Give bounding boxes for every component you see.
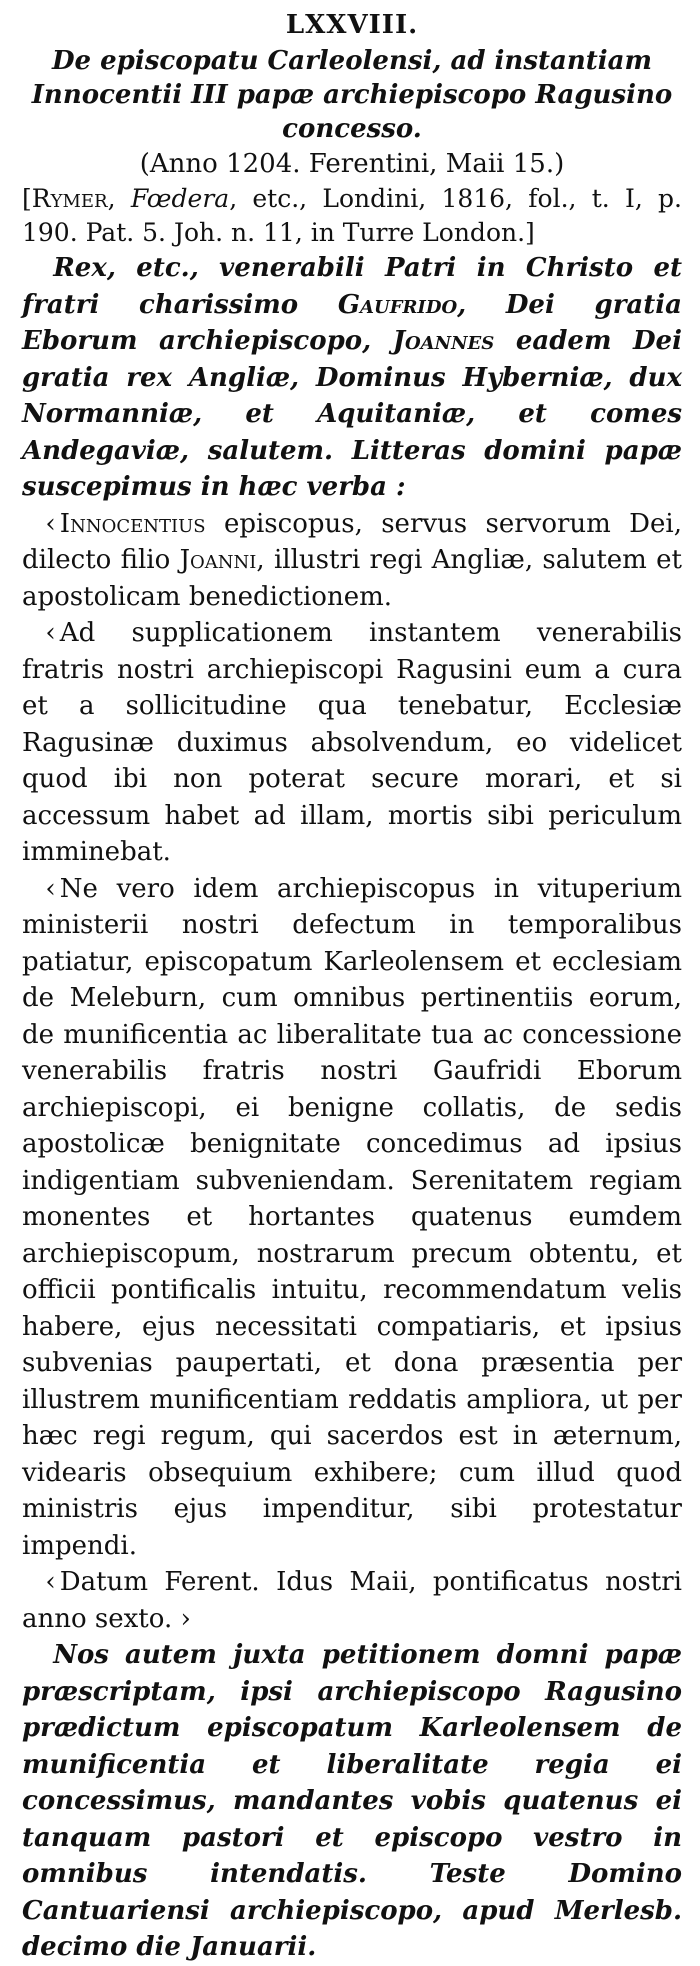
letter-paragraph-4 (22, 1564, 682, 1637)
intro-name-gaufrido: Gaufrido (337, 289, 458, 320)
source-work: Fœdera (130, 184, 230, 213)
letter-name-innocentius: Innocentius (59, 508, 206, 539)
source-author: Rymer (31, 184, 108, 213)
source-citation (22, 182, 682, 250)
intro-part-2: , Dei gratia Eborum archiepiscopo, (22, 289, 682, 356)
intro-part-3: eadem Dei gratia rex Angliæ, Dominus Hyberniæ, dux Normanniæ, et Aquitaniæ, et comes Andegaviæ, salutem. Litteras domini papæ suscepimus in hæc verba : (22, 326, 682, 502)
letter-p4-text: Datum Ferent. Idus Maii, pontificatus nostri anno sexto. › (22, 1567, 682, 1634)
document-title: De episcopatu Carleolensi, ad instantiam Innocentii III papæ archiepiscopo Ragusino concesso. (31, 46, 673, 144)
intro-name-joannes: Joannes (392, 326, 495, 356)
source-details: , etc., Londini, 1816, fol., t. I, p. 190. Pat. 5. Joh. n. 11, in Turre London. (22, 184, 682, 247)
source-separator: , (107, 184, 131, 213)
letter-name-joanni: Joanni (179, 545, 257, 575)
letter-p1-part-1: episcopus, servus servorum Dei, dilecto filio (22, 508, 682, 575)
letter-paragraph-1 (22, 506, 682, 616)
source-close-bracket: ] (525, 218, 535, 247)
quote-mark: ‹ (45, 1567, 56, 1597)
closing-paragraph: Nos autem juxta petitionem domni papæ præscriptam, ipsi archiepiscopo Ragusino prædictum episcopatum Karleolensem de munificentia et liberalitate regia ei concessimus, mandantes vobis quatenus ei tanquam pastori et episcopo vestro in omnibus intendatis. Teste Domino Cantuariensi archiepiscopo, apud Merlesb. decimo die Januarii. (22, 1640, 682, 1962)
quote-mark: ‹ (45, 618, 56, 648)
source-open-bracket: [ (22, 184, 32, 213)
letter-p2-text: Ad supplicationem instantem venerabilis fratris nostri archiepiscopi Ragusini eum a cura et a sollicitudine qua tenebatur, Ecclesiæ Ragusinæ duximus absolvendum, eo videlicet quod ibi non poterat secure morari, et si accessum habet ad illam, mortis sibi periculum imminebat. (22, 618, 682, 867)
letter-p3-text: Ne vero idem archiepiscopus in vituperium ministerii nostri defectum in temporalibus patiatur, episcopatum Karleolensem et ecclesiam de Meleburn, cum omnibus pertinentiis eorum, de munificentia ac liberalitate tua ac concessione venerabilis fratris nostri Gaufridi Eborum archiepiscopi, ei benigne collatis, de sedis apostolicæ benignitate concedimus ad ipsius indigentiam subveniendam. Serenitatem regiam monentes et hortantes quatenus eumdem archiepiscopum, nostrarum precum obtentu, et officii pontificalis intuitu, recommendatum velis habere, ejus necessitati compatiaris, et ipsius subvenias paupertati, et dona præsentia per illustrem munificentiam reddatis ampliora, ut per hæc regi regum, qui sacerdos est in æternum, videaris obsequium exhibere; cum illud quod ministris ejus impenditur, sibi protestatur impendi. (22, 873, 682, 1561)
quote-mark: ‹ (45, 508, 56, 539)
letter-paragraph-2 (22, 615, 682, 871)
document-date: (Anno 1204. Ferentini, Maii 15.) (139, 149, 565, 179)
intro-paragraph (22, 250, 682, 506)
intro-part-1: Rex, etc., venerabili Patri in Christo et fratri charissimo (22, 253, 682, 320)
quote-mark: ‹ (45, 873, 56, 904)
letter-paragraph-3 (22, 871, 682, 1565)
document-page (22, 8, 682, 1966)
document-number: LXXVIII. (285, 10, 419, 40)
letter-p1-part-2: , illustri regi Angliæ, salutem et apostolicam benedictionem. (22, 545, 682, 612)
